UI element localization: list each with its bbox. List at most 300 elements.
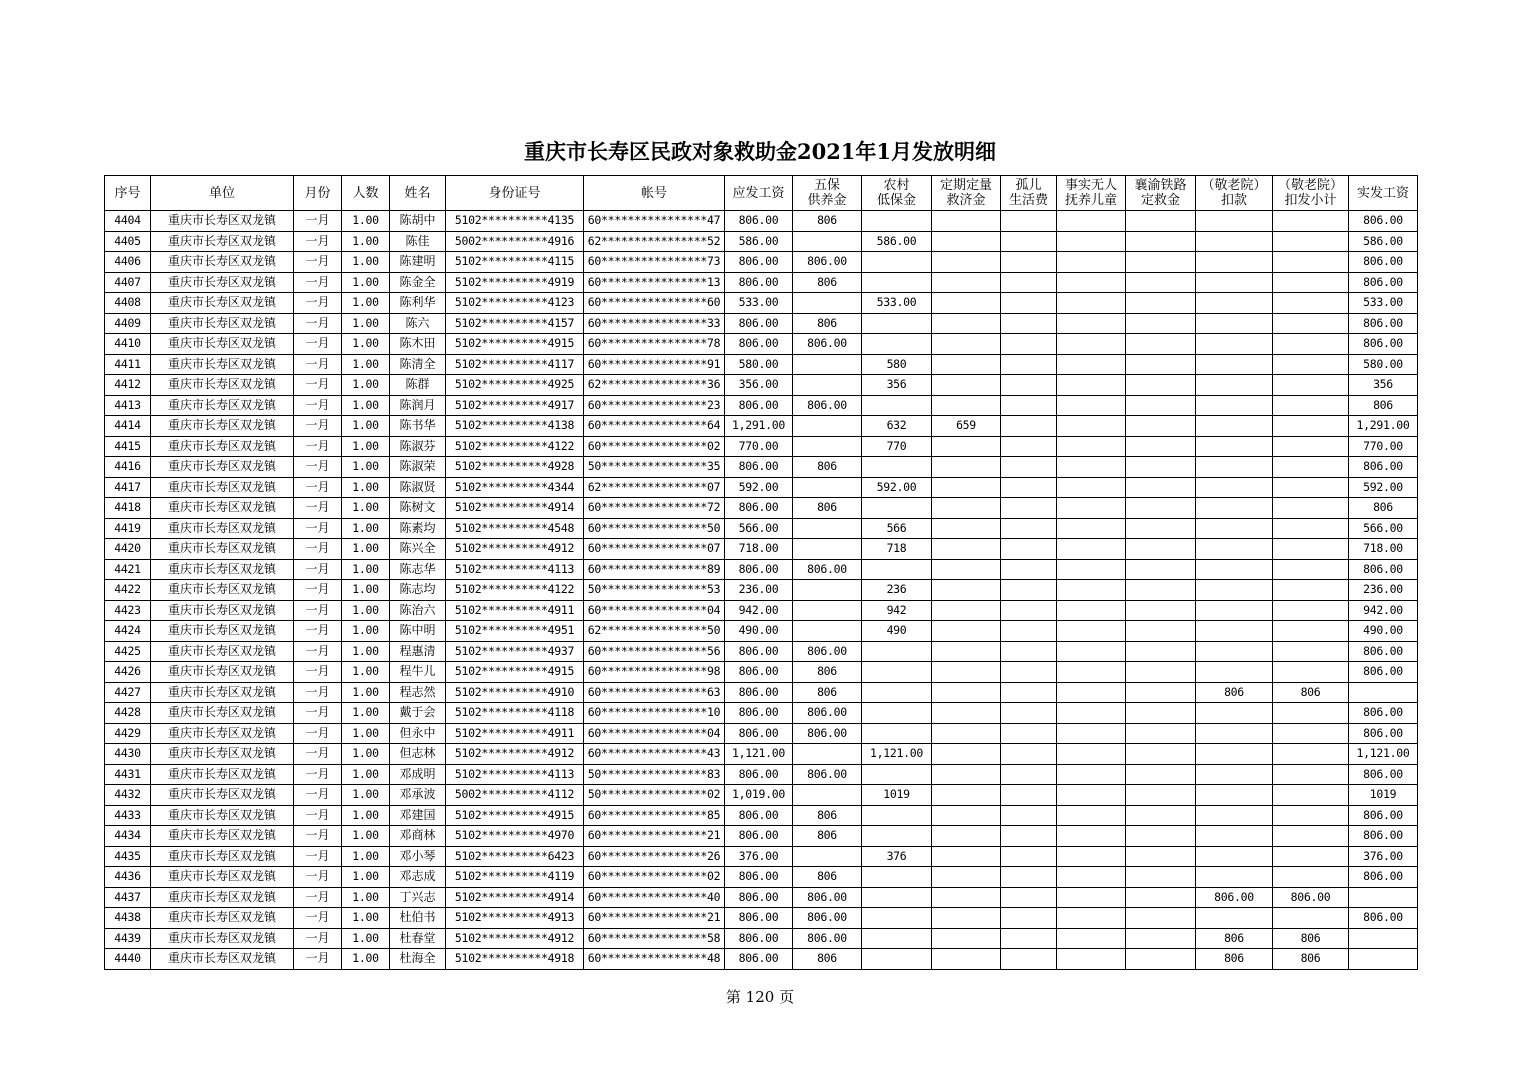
- table-cell: 一月: [294, 928, 342, 949]
- table-cell: 806: [793, 867, 862, 888]
- table-row: [105, 272, 1418, 293]
- table-cell: [1057, 805, 1126, 826]
- table-cell: 806.00: [725, 395, 793, 416]
- table-cell: [1126, 703, 1196, 724]
- table-cell: 806.00: [793, 559, 862, 580]
- table-cell: 806.00: [725, 703, 793, 724]
- table-cell: 60****************07: [584, 539, 725, 560]
- table-cell: [932, 682, 1001, 703]
- table-cell: [1273, 826, 1349, 847]
- table-cell: 4428: [105, 703, 151, 724]
- column-header-line: 救济金: [946, 193, 986, 208]
- table-cell: 但志林: [390, 744, 446, 765]
- table-cell: 806.00: [725, 949, 793, 970]
- table-cell: [1057, 334, 1126, 355]
- table-row: [105, 764, 1418, 785]
- table-cell: [1273, 416, 1349, 437]
- table-cell: [1057, 949, 1126, 970]
- column-header: [446, 176, 584, 211]
- table-cell: 1019: [1349, 785, 1418, 806]
- table-cell: [932, 785, 1001, 806]
- table-cell: [1196, 621, 1273, 642]
- table-cell: [1001, 887, 1057, 908]
- table-row: [105, 354, 1418, 375]
- table-cell: 806.00: [1349, 211, 1418, 232]
- table-cell: 1,121.00: [1349, 744, 1418, 765]
- table-cell: 邓商林: [390, 826, 446, 847]
- table-cell: [1001, 785, 1057, 806]
- table-cell: 邓建国: [390, 805, 446, 826]
- column-header-line: 人数: [352, 185, 379, 201]
- table-row: [105, 826, 1418, 847]
- table-cell: 陈素均: [390, 518, 446, 539]
- table-cell: [793, 600, 862, 621]
- table-cell: 5102**********4925: [446, 375, 584, 396]
- table-cell: [793, 375, 862, 396]
- table-cell: 490.00: [725, 621, 793, 642]
- table-cell: 一月: [294, 498, 342, 519]
- table-cell: 陈书华: [390, 416, 446, 437]
- table-cell: 4430: [105, 744, 151, 765]
- table-row: [105, 395, 1418, 416]
- table-cell: [1273, 477, 1349, 498]
- table-row: [105, 846, 1418, 867]
- table-cell: 重庆市长寿区双龙镇: [151, 928, 294, 949]
- table-cell: 1.00: [342, 395, 390, 416]
- table-cell: [1001, 498, 1057, 519]
- table-cell: [932, 354, 1001, 375]
- table-cell: 806: [1273, 928, 1349, 949]
- table-cell: 一月: [294, 354, 342, 375]
- table-cell: 1.00: [342, 559, 390, 580]
- table-cell: [1126, 457, 1196, 478]
- table-cell: [1001, 682, 1057, 703]
- table-cell: 1.00: [342, 231, 390, 252]
- table-cell: [932, 723, 1001, 744]
- table-cell: 806.00: [725, 682, 793, 703]
- table-cell: [932, 272, 1001, 293]
- table-cell: 陈淑贤: [390, 477, 446, 498]
- table-cell: 4411: [105, 354, 151, 375]
- table-cell: [1001, 252, 1057, 273]
- table-cell: 1.00: [342, 826, 390, 847]
- table-cell: 533.00: [1349, 293, 1418, 314]
- table-cell: 5102**********4157: [446, 313, 584, 334]
- table-cell: 重庆市长寿区双龙镇: [151, 826, 294, 847]
- table-cell: [1196, 313, 1273, 334]
- table-cell: [862, 457, 932, 478]
- table-cell: 陈志华: [390, 559, 446, 580]
- table-cell: 5002**********4112: [446, 785, 584, 806]
- table-cell: [1196, 641, 1273, 662]
- table-cell: [932, 518, 1001, 539]
- table-cell: [932, 887, 1001, 908]
- table-cell: [862, 723, 932, 744]
- table-cell: 重庆市长寿区双龙镇: [151, 703, 294, 724]
- table-cell: 陈中明: [390, 621, 446, 642]
- table-cell: [862, 211, 932, 232]
- table-cell: [1196, 252, 1273, 273]
- table-cell: [932, 867, 1001, 888]
- table-cell: 490: [862, 621, 932, 642]
- table-cell: 陈树文: [390, 498, 446, 519]
- table-row: [105, 641, 1418, 662]
- table-cell: 5102**********4122: [446, 436, 584, 457]
- table-cell: 5102**********4912: [446, 744, 584, 765]
- table-cell: 356: [862, 375, 932, 396]
- table-cell: 580: [862, 354, 932, 375]
- table-cell: 陈建明: [390, 252, 446, 273]
- table-cell: [1196, 334, 1273, 355]
- table-cell: 4431: [105, 764, 151, 785]
- table-cell: 60****************72: [584, 498, 725, 519]
- table-cell: 5102**********4928: [446, 457, 584, 478]
- table-cell: 4413: [105, 395, 151, 416]
- table-cell: [1001, 436, 1057, 457]
- table-cell: 4408: [105, 293, 151, 314]
- table-cell: 5102**********4117: [446, 354, 584, 375]
- table-cell: [1001, 231, 1057, 252]
- table-cell: 1.00: [342, 621, 390, 642]
- table-cell: [1126, 908, 1196, 929]
- column-header-line: 扣款: [1220, 193, 1247, 208]
- table-cell: [1057, 723, 1126, 744]
- table-cell: 806.00: [1349, 723, 1418, 744]
- table-cell: 806: [793, 272, 862, 293]
- page-number: 第 120 页: [725, 988, 795, 1006]
- table-cell: [1001, 600, 1057, 621]
- table-cell: 陈润月: [390, 395, 446, 416]
- table-cell: 丁兴志: [390, 887, 446, 908]
- table-cell: 程牛儿: [390, 662, 446, 683]
- table-cell: [1057, 231, 1126, 252]
- table-cell: [1057, 539, 1126, 560]
- table-cell: [1273, 436, 1349, 457]
- table-cell: [1057, 416, 1126, 437]
- table-cell: [1057, 293, 1126, 314]
- table-cell: [1057, 211, 1126, 232]
- table-cell: 1.00: [342, 846, 390, 867]
- table-cell: 一月: [294, 272, 342, 293]
- table-cell: 陈金全: [390, 272, 446, 293]
- table-cell: [862, 662, 932, 683]
- table-cell: 806.00: [725, 723, 793, 744]
- column-header: [862, 176, 932, 211]
- table-cell: [1057, 395, 1126, 416]
- table-cell: [932, 600, 1001, 621]
- table-cell: 806: [1349, 498, 1418, 519]
- table-cell: [1126, 293, 1196, 314]
- table-cell: 806.00: [793, 703, 862, 724]
- table-cell: [1196, 703, 1273, 724]
- table-cell: [793, 477, 862, 498]
- table-cell: [932, 703, 1001, 724]
- table-cell: 陈治六: [390, 600, 446, 621]
- table-cell: [1001, 559, 1057, 580]
- column-header: [294, 176, 342, 211]
- table-cell: [1196, 211, 1273, 232]
- table-cell: 60****************02: [584, 867, 725, 888]
- table-cell: 1.00: [342, 518, 390, 539]
- table-cell: 一月: [294, 662, 342, 683]
- table-cell: 一月: [294, 375, 342, 396]
- table-cell: [1196, 518, 1273, 539]
- table-cell: 5102**********4344: [446, 477, 584, 498]
- table-cell: [793, 846, 862, 867]
- table-cell: [1001, 867, 1057, 888]
- table-row: [105, 436, 1418, 457]
- table-cell: 陈淑荣: [390, 457, 446, 478]
- table-cell: [1001, 211, 1057, 232]
- table-cell: 806: [1196, 949, 1273, 970]
- table-cell: [932, 498, 1001, 519]
- table-cell: 60****************64: [584, 416, 725, 437]
- table-cell: [932, 764, 1001, 785]
- table-cell: [1273, 395, 1349, 416]
- table-cell: 806.00: [725, 764, 793, 785]
- table-cell: [932, 662, 1001, 683]
- table-cell: 806: [793, 682, 862, 703]
- table-cell: 陈佳: [390, 231, 446, 252]
- table-cell: 942.00: [725, 600, 793, 621]
- table-cell: [1001, 703, 1057, 724]
- table-cell: [1273, 580, 1349, 601]
- table-cell: 806.00: [725, 662, 793, 683]
- table-cell: 重庆市长寿区双龙镇: [151, 498, 294, 519]
- table-cell: 程惠清: [390, 641, 446, 662]
- table-cell: 重庆市长寿区双龙镇: [151, 375, 294, 396]
- table-cell: [1196, 826, 1273, 847]
- table-cell: 1.00: [342, 313, 390, 334]
- table-cell: 806.00: [1349, 641, 1418, 662]
- table-row: [105, 949, 1418, 970]
- table-cell: 1.00: [342, 334, 390, 355]
- table-cell: 重庆市长寿区双龙镇: [151, 621, 294, 642]
- table-cell: 806.00: [725, 559, 793, 580]
- table-cell: [1196, 416, 1273, 437]
- table-cell: 重庆市长寿区双龙镇: [151, 293, 294, 314]
- column-header-line: 定救金: [1140, 193, 1180, 208]
- table-cell: [1126, 846, 1196, 867]
- table-cell: 4422: [105, 580, 151, 601]
- table-row: [105, 539, 1418, 560]
- table-cell: 重庆市长寿区双龙镇: [151, 334, 294, 355]
- table-cell: [1001, 744, 1057, 765]
- table-cell: 60****************91: [584, 354, 725, 375]
- table-cell: 5102**********4918: [446, 949, 584, 970]
- table-cell: 806.00: [793, 887, 862, 908]
- table-cell: [862, 252, 932, 273]
- table-cell: 一月: [294, 313, 342, 334]
- table-cell: 770: [862, 436, 932, 457]
- table-cell: [1057, 252, 1126, 273]
- column-header-line: 序号: [114, 185, 141, 201]
- table-cell: 5102**********4937: [446, 641, 584, 662]
- table-cell: 60****************21: [584, 826, 725, 847]
- table-cell: [862, 928, 932, 949]
- table-cell: 62****************07: [584, 477, 725, 498]
- table-cell: 1,291.00: [1349, 416, 1418, 437]
- table-cell: 718.00: [1349, 539, 1418, 560]
- table-cell: 4434: [105, 826, 151, 847]
- column-header-line: 单位: [208, 185, 235, 201]
- table-cell: 4437: [105, 887, 151, 908]
- table-cell: [932, 313, 1001, 334]
- table-cell: [1126, 641, 1196, 662]
- table-cell: 1.00: [342, 662, 390, 683]
- table-cell: 1.00: [342, 293, 390, 314]
- table-row: [105, 416, 1418, 437]
- table-cell: 1.00: [342, 805, 390, 826]
- table-cell: 60****************63: [584, 682, 725, 703]
- table-cell: [1057, 498, 1126, 519]
- table-cell: 806.00: [793, 395, 862, 416]
- table-cell: [1057, 559, 1126, 580]
- table-cell: 806.00: [793, 908, 862, 929]
- table-cell: 4416: [105, 457, 151, 478]
- table-cell: [862, 764, 932, 785]
- table-cell: 806.00: [725, 272, 793, 293]
- table-cell: [1273, 805, 1349, 826]
- table-cell: 一月: [294, 723, 342, 744]
- table-cell: 1.00: [342, 436, 390, 457]
- table-cell: 4440: [105, 949, 151, 970]
- table-cell: [1349, 887, 1418, 908]
- table-row: [105, 457, 1418, 478]
- table-cell: [1057, 600, 1126, 621]
- table-cell: 重庆市长寿区双龙镇: [151, 539, 294, 560]
- table-cell: 4418: [105, 498, 151, 519]
- table-cell: [1196, 375, 1273, 396]
- column-header: [793, 176, 862, 211]
- table-cell: [1196, 231, 1273, 252]
- table-cell: [932, 744, 1001, 765]
- table-cell: 490.00: [1349, 621, 1418, 642]
- table-cell: 60****************98: [584, 662, 725, 683]
- table-cell: 806.00: [725, 313, 793, 334]
- table-cell: [932, 211, 1001, 232]
- table-cell: 一月: [294, 334, 342, 355]
- table-cell: [1273, 334, 1349, 355]
- table-row: [105, 887, 1418, 908]
- table-cell: 重庆市长寿区双龙镇: [151, 580, 294, 601]
- table-row: [105, 580, 1418, 601]
- column-header: [390, 176, 446, 211]
- table-cell: [793, 518, 862, 539]
- table-cell: 1,019.00: [725, 785, 793, 806]
- table-row: [105, 600, 1418, 621]
- table-cell: [793, 580, 862, 601]
- table-cell: [1273, 723, 1349, 744]
- table-cell: [1273, 293, 1349, 314]
- table-cell: [1126, 662, 1196, 683]
- table-cell: 重庆市长寿区双龙镇: [151, 436, 294, 457]
- table-cell: 586.00: [725, 231, 793, 252]
- table-cell: [1001, 641, 1057, 662]
- table-cell: 806.00: [793, 764, 862, 785]
- table-cell: 1.00: [342, 272, 390, 293]
- table-cell: 806.00: [1349, 313, 1418, 334]
- table-cell: [1057, 518, 1126, 539]
- table-cell: [1273, 457, 1349, 478]
- table-cell: [932, 621, 1001, 642]
- table-cell: 一月: [294, 580, 342, 601]
- table-cell: [1126, 723, 1196, 744]
- table-cell: [1057, 682, 1126, 703]
- table-cell: [1057, 641, 1126, 662]
- table-cell: [1057, 313, 1126, 334]
- table-cell: 806: [793, 662, 862, 683]
- table-cell: 1,291.00: [725, 416, 793, 437]
- column-header-line: （敬老院）: [1201, 178, 1267, 193]
- table-cell: [1273, 764, 1349, 785]
- table-cell: 重庆市长寿区双龙镇: [151, 846, 294, 867]
- table-cell: 邓小琴: [390, 846, 446, 867]
- table-cell: 806.00: [725, 457, 793, 478]
- table-cell: [1057, 436, 1126, 457]
- table-cell: [1001, 826, 1057, 847]
- table-cell: 杜伯书: [390, 908, 446, 929]
- table-cell: [1001, 846, 1057, 867]
- table-cell: [862, 867, 932, 888]
- payment-table: [104, 175, 1418, 970]
- table-cell: 718.00: [725, 539, 793, 560]
- table-cell: 5102**********4919: [446, 272, 584, 293]
- table-cell: 580.00: [725, 354, 793, 375]
- table-cell: [1126, 580, 1196, 601]
- table-cell: [862, 682, 932, 703]
- table-cell: 60****************47: [584, 211, 725, 232]
- table-cell: [1196, 805, 1273, 826]
- table-cell: 806.00: [793, 334, 862, 355]
- table-cell: 一月: [294, 559, 342, 580]
- table-cell: 重庆市长寿区双龙镇: [151, 518, 294, 539]
- table-cell: 60****************40: [584, 887, 725, 908]
- table-cell: 5002**********4916: [446, 231, 584, 252]
- table-cell: [793, 539, 862, 560]
- table-cell: [1001, 416, 1057, 437]
- table-row: [105, 211, 1418, 232]
- table-cell: 60****************26: [584, 846, 725, 867]
- table-cell: [932, 559, 1001, 580]
- table-cell: [1196, 867, 1273, 888]
- table-cell: 陈清全: [390, 354, 446, 375]
- table-cell: 1.00: [342, 539, 390, 560]
- table-cell: [1126, 436, 1196, 457]
- table-cell: [1273, 703, 1349, 724]
- column-header-line: 低保金: [876, 193, 916, 208]
- table-cell: [1001, 375, 1057, 396]
- table-cell: 592.00: [725, 477, 793, 498]
- table-cell: 806.00: [725, 826, 793, 847]
- table-cell: [1273, 867, 1349, 888]
- table-cell: 60****************58: [584, 928, 725, 949]
- table-cell: [862, 313, 932, 334]
- column-header-line: 实发工资: [1356, 185, 1409, 201]
- table-row: [105, 928, 1418, 949]
- table-cell: 806.00: [1349, 272, 1418, 293]
- table-cell: 陈志均: [390, 580, 446, 601]
- table-cell: 4415: [105, 436, 151, 457]
- table-cell: 5102**********4917: [446, 395, 584, 416]
- table-cell: 5102**********4135: [446, 211, 584, 232]
- table-cell: 236.00: [1349, 580, 1418, 601]
- table-cell: 1.00: [342, 908, 390, 929]
- table-cell: 806.00: [1196, 887, 1273, 908]
- table-cell: [1126, 231, 1196, 252]
- table-cell: 一月: [294, 764, 342, 785]
- column-header-line: 月份: [304, 185, 331, 201]
